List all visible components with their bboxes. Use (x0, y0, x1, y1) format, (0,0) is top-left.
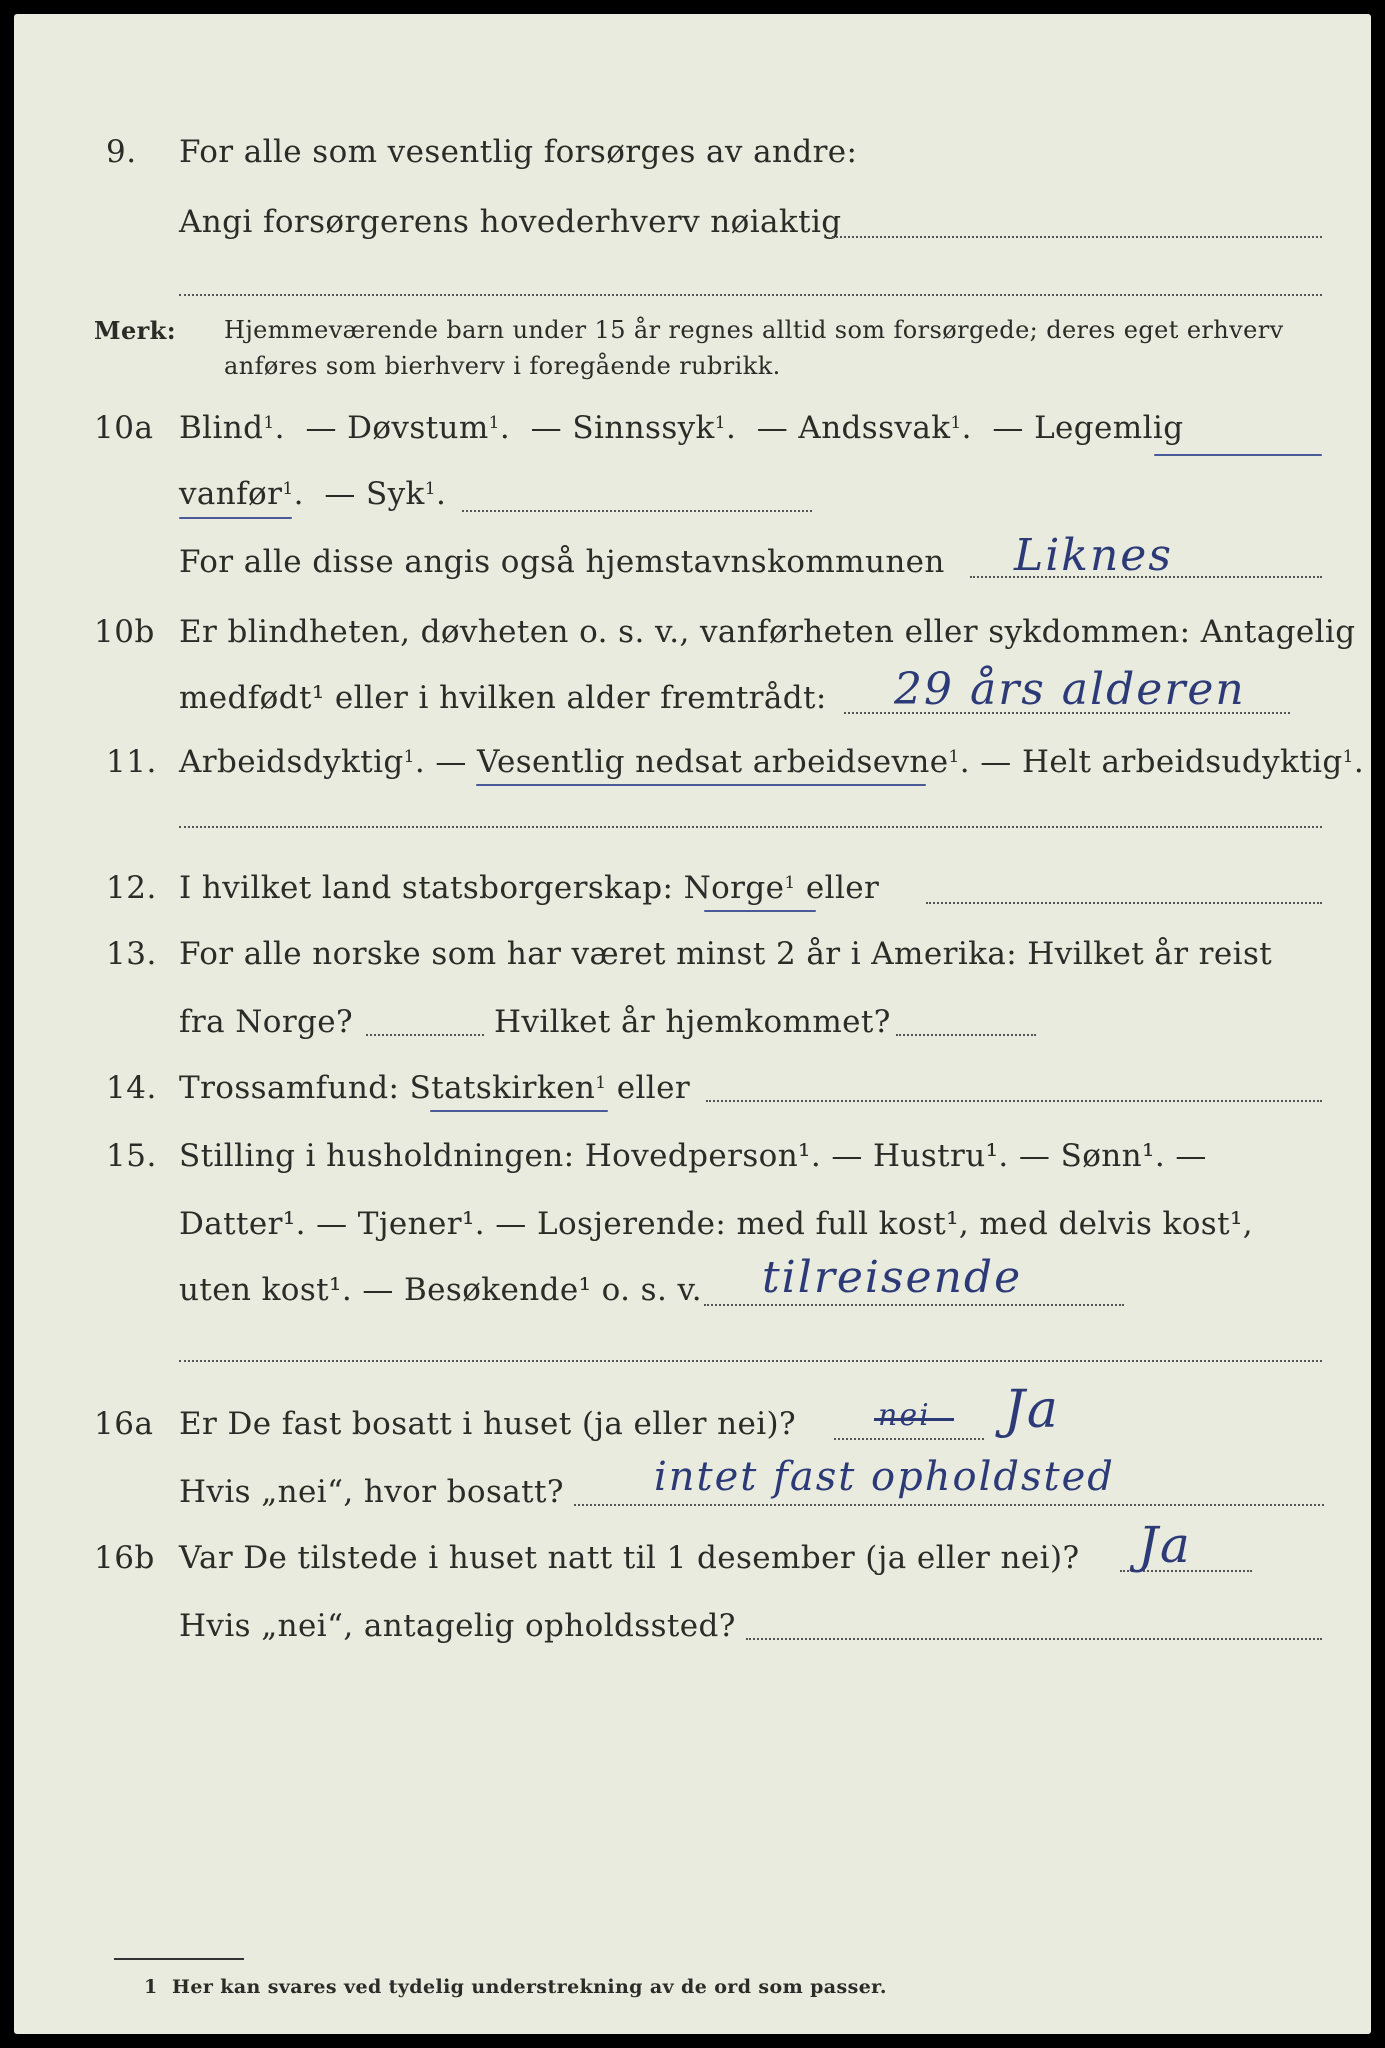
norge-underline (704, 910, 816, 912)
merk-label: Merk: (94, 316, 176, 345)
option-arbeidsudyktig[interactable]: — Helt arbeidsudyktig (980, 744, 1343, 780)
q10a-line2: vanfør$^1$. — Syk$^1$. (179, 476, 447, 512)
q16a-line1: Er De fast bosatt i huset (ja eller nei)? (179, 1406, 797, 1442)
q10a-number: 10a (94, 410, 154, 446)
option-norge[interactable]: Norge (683, 870, 785, 906)
merk-line1: Hjemmeværende barn under 15 år regnes alltid som forsørgede; deres eget erhverv (224, 316, 1284, 344)
q9-answer-line-2[interactable] (179, 294, 1322, 296)
vanfor-underline (179, 517, 292, 519)
q11-number: 11. (106, 744, 157, 780)
merk-line2: anføres som bierhverv i foregående rubrikk. (224, 352, 781, 380)
reist-answer-line[interactable] (366, 1034, 484, 1036)
q13-line2b: Hvilket år hjemkommet? (494, 1004, 891, 1040)
q9-number: 9. (106, 134, 137, 170)
tilstede-answer[interactable]: Ja (1138, 1516, 1192, 1574)
footnote-rule (114, 1958, 244, 1960)
footnote-mark: 1 (144, 1976, 158, 1998)
q14-number: 14. (106, 1070, 157, 1106)
hjemstavn-answer[interactable]: Liknes (1014, 530, 1173, 581)
q14-line: Trossamfund: Statskirken$^1$ eller (179, 1070, 691, 1106)
census-form-page (14, 14, 1371, 2034)
alder-answer[interactable]: 29 års alderen (894, 664, 1246, 715)
q16a-number: 16a (94, 1406, 154, 1442)
q16b-line1: Var De tilstede i huset natt til 1 desember (ja eller nei)? (179, 1540, 1080, 1576)
q14-answer-line[interactable] (706, 1100, 1322, 1102)
q12-answer-line[interactable] (926, 902, 1322, 904)
q10a-line3: For alle disse angis også hjemstavnskommunen (179, 544, 945, 580)
q12-question: I hvilket land statsborgerskap: (179, 870, 674, 906)
q15-line2: Datter¹. — Tjener¹. — Losjerende: med full kost¹, med delvis kost¹, (179, 1206, 1254, 1242)
q15-rule (179, 1360, 1322, 1362)
option-nedsat-arbeidsevne[interactable]: — Vesentlig nedsat arbeidsevne (435, 744, 949, 780)
q14-question: Trossamfund: (179, 1070, 400, 1106)
q15-answer[interactable]: tilreisende (762, 1252, 1023, 1303)
option-blind[interactable]: Blind (179, 410, 264, 446)
q14-eller: eller (616, 1070, 691, 1106)
q10b-line1: Er blindheten, døvheten o. s. v., vanførheten eller sykdommen: Antagelig (179, 614, 1356, 650)
opholdssted-answer-line[interactable] (746, 1638, 1322, 1640)
q9-answer-line[interactable] (832, 236, 1322, 238)
statskirken-underline (430, 1110, 608, 1112)
q12-line: I hvilket land statsborgerskap: Norge$^1$ eller (179, 870, 880, 906)
q11-line: Arbeidsdyktig$^1$. — Vesentlig nedsat arbeidsevne$^1$. — Helt arbeidsudyktig$^1$. (179, 744, 1365, 780)
hvor-bosatt-answer-line[interactable] (574, 1504, 1324, 1506)
q12-eller: eller (805, 870, 880, 906)
q15-number: 15. (106, 1138, 157, 1174)
footnote-text: Her kan svares ved tydelig understrekning av de ord som passer. (172, 1976, 887, 1998)
hjemkommet-answer-line[interactable] (896, 1034, 1036, 1036)
bosatt-answer[interactable]: Ja (1004, 1380, 1060, 1440)
q15-answer-line[interactable] (704, 1304, 1124, 1306)
option-andssvak[interactable]: — Andssvak (756, 410, 951, 446)
option-legemlig[interactable]: — Legemlig (992, 410, 1184, 446)
q11-rule (179, 826, 1322, 828)
q13-line2a: fra Norge? (179, 1004, 354, 1040)
hvor-bosatt-answer[interactable]: intet fast opholdsted (654, 1454, 1115, 1500)
option-arbeidsdyktig[interactable]: Arbeidsdyktig (179, 744, 404, 780)
option-vanfor[interactable]: vanfør (179, 476, 283, 512)
legemlig-underline (1154, 454, 1322, 456)
q16b-number: 16b (94, 1540, 155, 1576)
q10b-line2: medfødt¹ eller i hvilken alder fremtrådt: (179, 680, 827, 716)
q13-number: 13. (106, 936, 157, 972)
q9-line2: Angi forsørgerens hovederhverv nøiaktig (179, 204, 842, 240)
option-sinnssyk[interactable]: — Sinnssyk (530, 410, 715, 446)
q16a-line2: Hvis „nei“, hvor bosatt? (179, 1474, 564, 1510)
q13-line1: For alle norske som har været minst 2 år i Amerika: Hvilket år reist (179, 936, 1273, 972)
option-statskirken[interactable]: Statskirken (409, 1070, 596, 1106)
strike-through (874, 1418, 954, 1421)
q9-line1: For alle som vesentlig forsørges av andre: (179, 134, 858, 170)
q15-line3: uten kost¹. — Besøkende¹ o. s. v. (179, 1272, 702, 1308)
q16b-line2: Hvis „nei“, antagelig opholdssted? (179, 1608, 736, 1644)
q15-line1: Stilling i husholdningen: Hovedperson¹. — Hustru¹. — Sønn¹. — (179, 1138, 1207, 1174)
struck-answer: nei (878, 1398, 931, 1433)
q12-number: 12. (106, 870, 157, 906)
bosatt-answer-line[interactable] (834, 1438, 984, 1440)
syk-answer-line[interactable] (462, 510, 812, 512)
q10a-line1: Blind$^1$. — Døvstum$^1$. — Sinnssyk$^1$. — Andssvak$^1$. — Legemlig (179, 410, 1184, 446)
nedsat-underline (476, 784, 926, 786)
option-syk[interactable]: — Syk (324, 476, 425, 512)
option-dovstum[interactable]: — Døvstum (305, 410, 489, 446)
q10b-number: 10b (94, 614, 155, 650)
